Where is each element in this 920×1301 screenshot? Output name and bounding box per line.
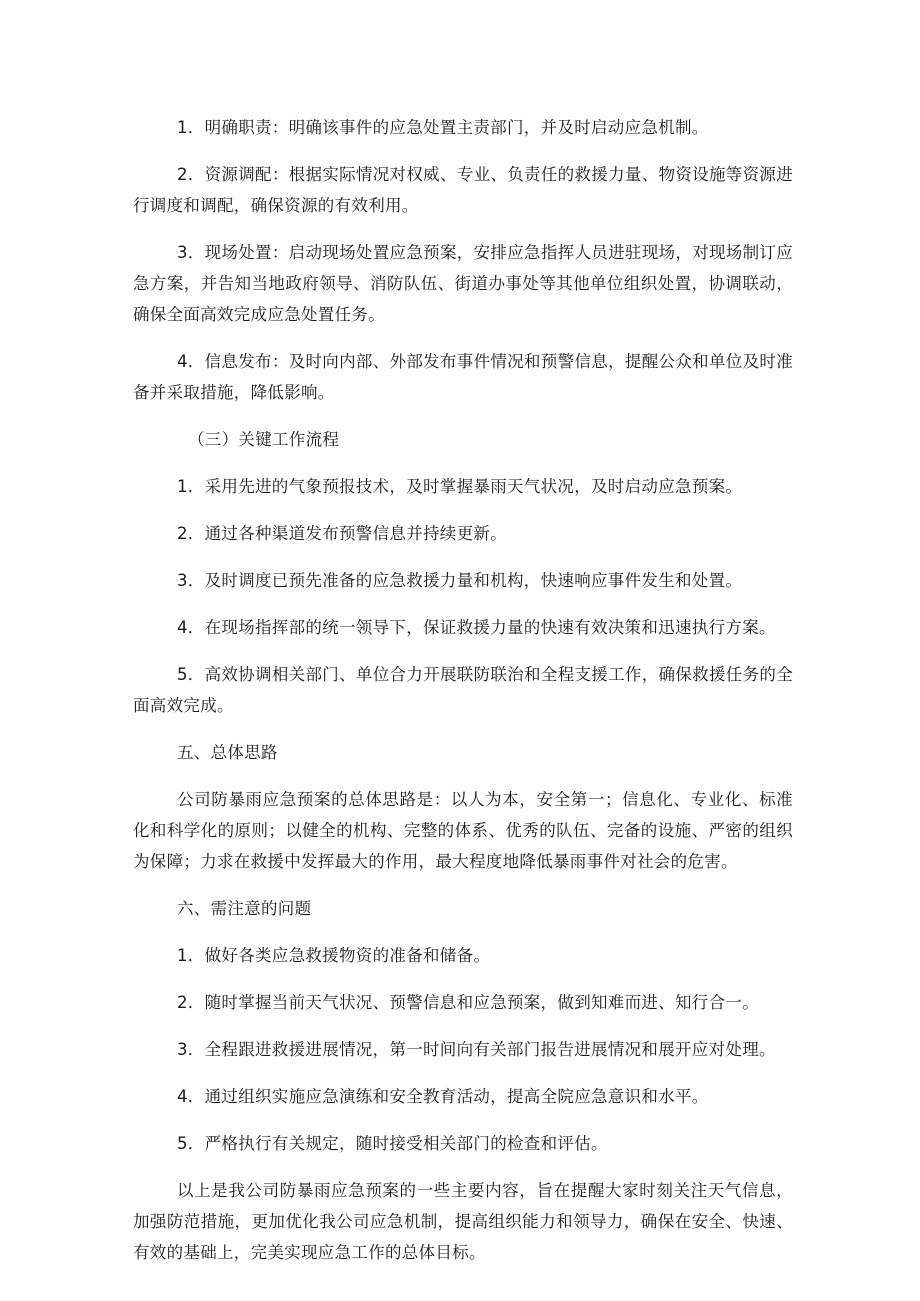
list-item-workflow-2: 2．通过各种渠道发布预警信息并持续更新。 <box>177 524 507 543</box>
list-item-notes-5: 5．严格执行有关规定，随时接受相关部门的检查和评估。 <box>177 1134 608 1153</box>
list-item-notes-2: 2．随时掌握当前天气状况、预警信息和应急预案，做到知难而进、知行合一。 <box>177 993 759 1012</box>
section-subheading-key-workflow: （三）关键工作流程 <box>188 430 340 449</box>
list-item-notes-3: 3．全程跟进救援进展情况，第一时间向有关部门报告进展情况和展开应对处理。 <box>177 1040 776 1059</box>
list-item-resource-allocation: 2．资源调配：根据实际情况对权威、专业、负责任的救援力量、物资设施等资源进行调度和调配，确保资源的有效利用。 <box>133 165 793 215</box>
list-item-workflow-3: 3．及时调度已预先准备的应急救援力量和机构，快速响应事件发生和处置。 <box>177 571 743 590</box>
body-paragraph-overall-approach: 公司防暴雨应急预案的总体思路是：以人为本，安全第一；信息化、专业化、标准化和科学化的原则；以健全的机构、完整的体系、优秀的队伍、完备的设施、严密的组织为保障；力求在救援中发挥最大的作用，最大程度地降低暴雨事件对社会的危害。 <box>133 790 793 871</box>
list-item-workflow-5: 5．高效协调相关部门、单位合力开展联防联治和全程支援工作，确保救援任务的全面高效完成。 <box>133 665 793 715</box>
section-heading-overall-approach: 五、总体思路 <box>177 743 278 762</box>
list-item-workflow-4: 4．在现场指挥部的统一领导下，保证救援力量的快速有效决策和迅速执行方案。 <box>177 618 776 637</box>
list-item-workflow-1: 1．采用先进的气象预报技术，及时掌握暴雨天气状况，及时启动应急预案。 <box>177 477 743 496</box>
list-item-info-release: 4．信息发布：及时向内部、外部发布事件情况和预警信息，提醒公众和单位及时准备并采取措施，降低影响。 <box>133 352 793 402</box>
list-item-responsibility: 1．明确职责：明确该事件的应急处置主责部门，并及时启动应急机制。 <box>177 118 709 137</box>
list-item-notes-4: 4．通过组织实施应急演练和安全教育活动，提高全院应急意识和水平。 <box>177 1087 709 1106</box>
list-item-notes-1: 1．做好各类应急救援物资的准备和储备。 <box>177 946 491 965</box>
section-heading-notes: 六、需注意的问题 <box>177 899 312 918</box>
document-page <box>133 112 793 1284</box>
list-item-onsite-handling: 3．现场处置：启动现场处置应急预案，安排应急指挥人员进驻现场，对现场制订应急方案，并告知当地政府领导、消防队伍、街道办事处等其他单位组织处置，协调联动，确保全面高效完成应急处置任务。 <box>133 243 793 324</box>
body-paragraph-conclusion: 以上是我公司防暴雨应急预案的一些主要内容，旨在提醒大家时刻关注天气信息，加强防范措施，更加优化我公司应急机制，提高组织能力和领导力，确保在安全、快速、有效的基础上，完美实现应急工作的总体目标。 <box>133 1181 793 1262</box>
